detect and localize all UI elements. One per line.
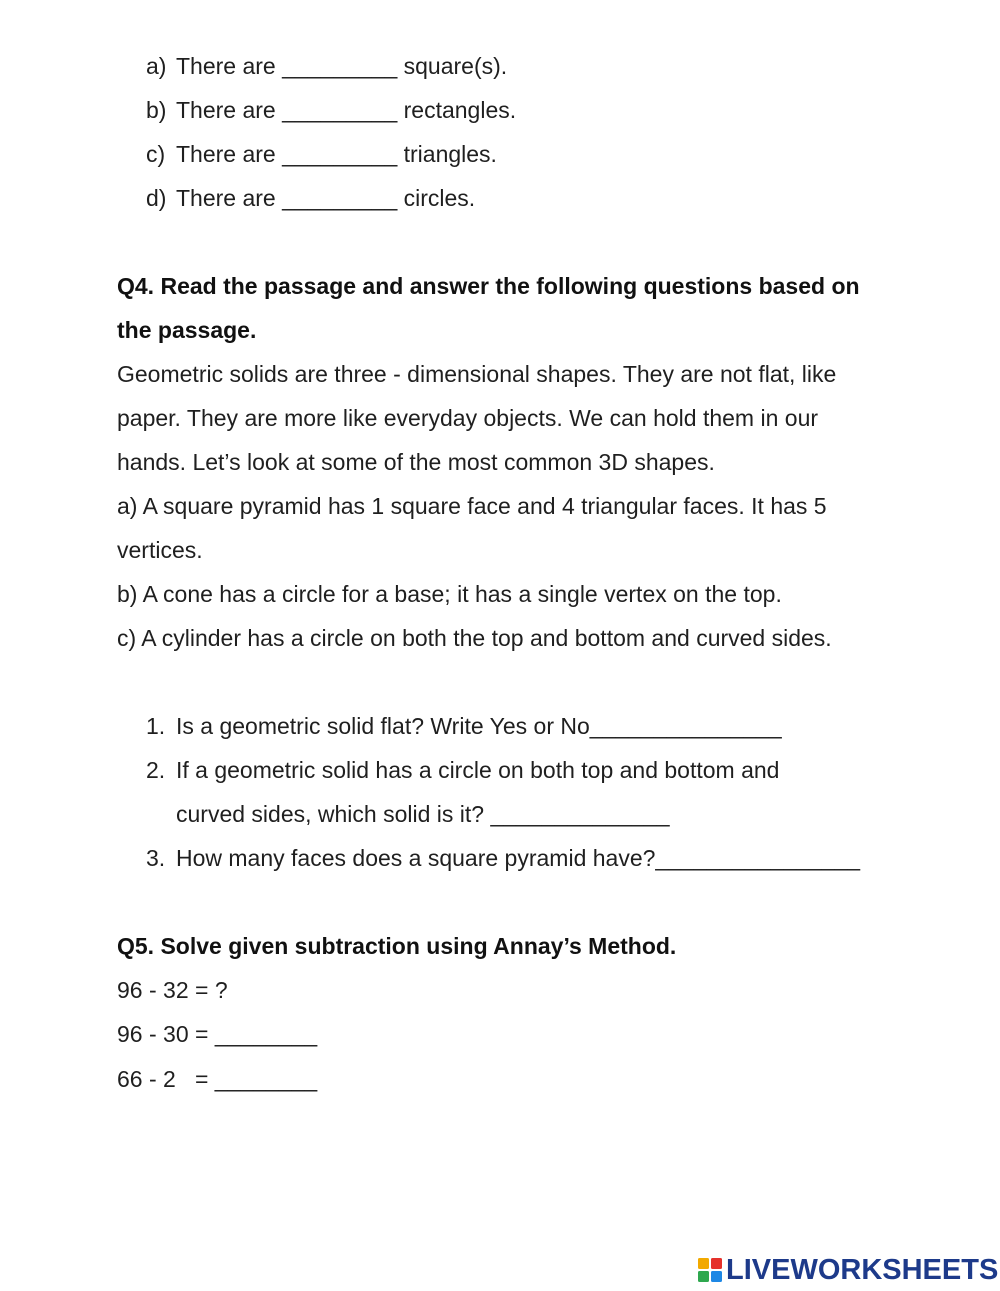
passage-line: vertices.: [117, 537, 203, 563]
passage-line: paper. They are more like everyday objects. We can hold them in our: [117, 405, 819, 431]
question-text: How many faces does a square pyramid have?________________: [176, 845, 861, 871]
question-number: 2.: [146, 757, 166, 783]
question-text: If a geometric solid has a circle on both top and bottom and: [176, 757, 780, 783]
q5-heading: Q5. Solve given subtraction using Annay’s Method.: [117, 933, 677, 959]
liveworksheets-logo: [697, 1254, 998, 1286]
question-number: 3.: [146, 845, 166, 871]
liveworksheets-logo-icon: [697, 1257, 723, 1283]
logo-text: LIVEWORKSHEETS: [726, 1253, 999, 1286]
list-marker: d): [146, 185, 167, 211]
question-text-cont: curved sides, which solid is it? ______________: [176, 801, 670, 827]
question-number: 1.: [146, 713, 166, 739]
passage-line: hands. Let’s look at some of the most common 3D shapes.: [117, 449, 715, 475]
list-item: There are _________ rectangles.: [176, 97, 517, 123]
list-marker: b): [146, 97, 167, 123]
list-item: There are _________ triangles.: [176, 141, 497, 167]
passage-line: c) A cylinder has a circle on both the top and bottom and curved sides.: [117, 625, 832, 651]
list-marker: c): [146, 141, 166, 167]
subtraction-line: 96 - 30 = ________: [117, 1021, 318, 1047]
subtraction-line: 96 - 32 = ?: [117, 977, 228, 1003]
list-item: There are _________ circles.: [176, 185, 476, 211]
passage-line: b) A cone has a circle for a base; it has a single vertex on the top.: [117, 581, 782, 607]
q4-heading-cont: the passage.: [117, 317, 257, 343]
subtraction-line: 66 - 2 = ________: [117, 1066, 318, 1092]
list-marker: a): [146, 53, 167, 79]
question-text: Is a geometric solid flat? Write Yes or No_______________: [176, 713, 782, 739]
passage-line: Geometric solids are three - dimensional shapes. They are not flat, like: [117, 361, 837, 387]
list-item: There are _________ square(s).: [176, 53, 508, 79]
passage-line: a) A square pyramid has 1 square face and 4 triangular faces. It has 5: [117, 493, 827, 519]
q4-heading: Q4. Read the passage and answer the following questions based on: [117, 273, 860, 299]
